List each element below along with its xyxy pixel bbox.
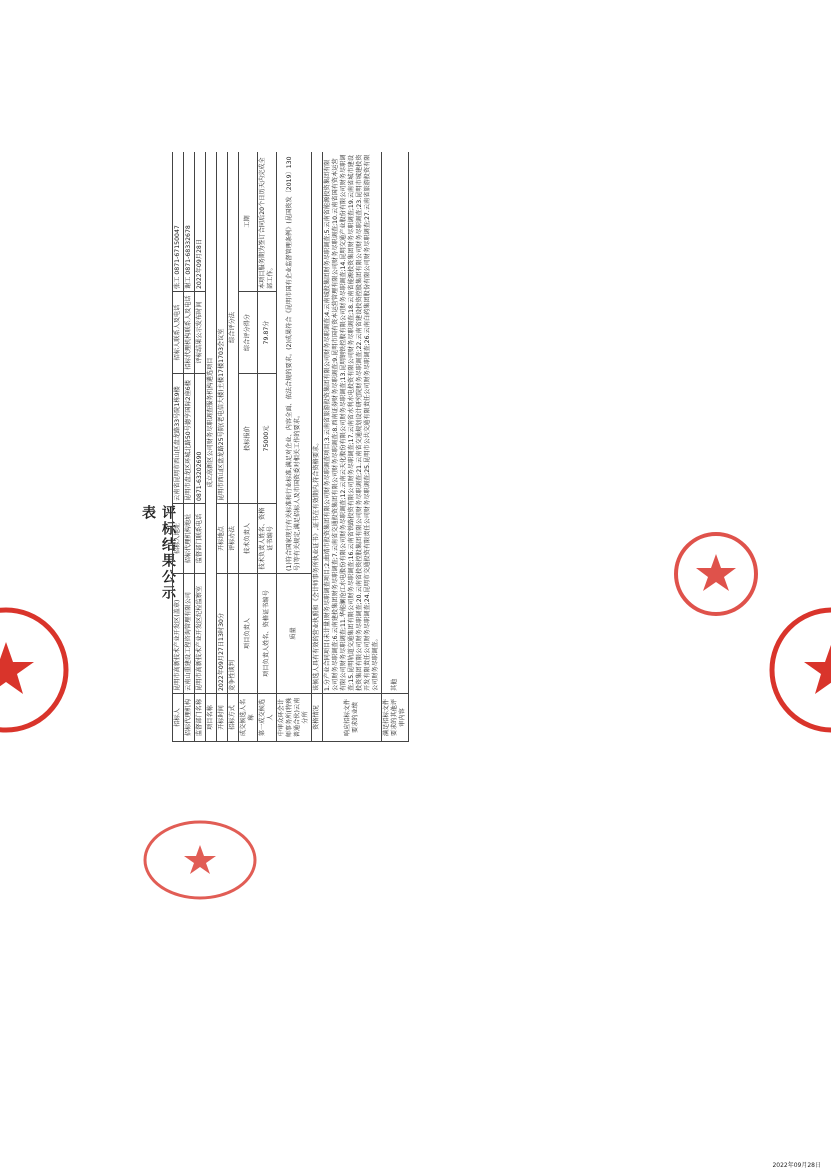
open-time-label: 开标时间	[217, 694, 228, 742]
seal-right	[760, 590, 831, 750]
bidder-label: 招标人	[173, 694, 184, 742]
supervisor-label: 监督部门名称	[195, 694, 206, 742]
page-title: 评标结果公示表	[140, 505, 176, 601]
rank-label: 第一成交候选人	[258, 694, 277, 742]
pm-label: 项目负责人	[239, 574, 258, 694]
seal-left	[0, 590, 80, 750]
eval-method-label: 评标办法	[228, 504, 239, 574]
supervisor-phone-label: 监督部门联系电话	[195, 504, 206, 574]
open-place-label: 开标地点	[217, 504, 228, 574]
perf-label: 响应招标文件要求的业绩	[323, 694, 382, 742]
qual-value: 该候选人具有有效的营业执照和《会计师事务所执业证书》,证书在有效期内,符合资格要求。	[312, 152, 323, 694]
project-label: 项目名称	[206, 694, 217, 742]
score-label: 综合评分得分	[239, 292, 258, 374]
result-table	[172, 152, 812, 742]
agent-contact-label: 招标代理机构联系人及电话	[184, 292, 195, 374]
supervisor-phone-value: 0871-63202690	[195, 374, 206, 504]
quality-label: 质量	[277, 574, 312, 694]
open-time-value: 2022年09月27日13时30分	[217, 574, 228, 694]
agent-label: 招标代理机构	[184, 694, 195, 742]
rotated-table-area	[172, 152, 812, 742]
other-value: 其他	[382, 152, 409, 694]
period-label: 工期	[239, 152, 258, 292]
pm-sub: 项目负责人姓名、资格证书编号	[258, 574, 277, 694]
price-label: 投标报价	[239, 374, 258, 504]
qual-label: 资格情况	[312, 694, 323, 742]
quality-value: (1)符合国家现行有关标准和行业标准,满足对企业、内容全面、依法合规的要求。(2)成果符合《昆明市国有企业监督管理条例》(昆国资发〔2019〕130号)等有关规定,满足招标人及市国资委对相关工作的要求。	[277, 152, 312, 574]
candidate-section-label: 成交候选人名称	[239, 694, 258, 742]
agent-contact-value: 谢工 0871-68332678	[184, 152, 195, 292]
bidder-contact-value: 张工 0871-67150047	[173, 152, 184, 292]
bid-method-value: 竞争性谈判	[228, 574, 239, 694]
candidate-name: 中审众环会计师事务所(特殊普通合伙)云南分所	[277, 694, 312, 742]
bidder-contact-label: 招标人联系人及电话	[173, 292, 184, 374]
footer-date: 2022年09月28日	[772, 1162, 821, 1169]
bid-method-label: 招标方式	[228, 694, 239, 742]
bidder-addr-label: 招标人地址	[173, 504, 184, 574]
other-label: 满足招标文件要求的其他评审内容	[382, 694, 409, 742]
period-value: 本项目服务期为签订合同后20个日历天内完成全部工作。	[258, 152, 277, 292]
perf-value: 1.分产业合同项目(未计量)财务尽职调查项目;2.曲靖市投资集团有限公司财务尽职调查项目;3.云南省旅游投资集团有限公司财务尽职调查;4.云南城投集团财务尽职调查;5.云南省能源投资集团有限公司财务尽职调查;6.云南建投集团财务尽职调查;7.云南省交通投资集团有限公司财务尽职调查;8.西南证券财务尽职调查;9.昆明市国有资本运营管理有限公司财务尽职调查;10.云南省国有资本运营有限公司财务尽职调查;11.华能澜沧江水电股份有限公司财务尽职调查;12.云南云天化股份有限公司财务尽职调查;13.昆明钢铁控股有限公司财务尽职调查;14.昆明交通产业股份有限公司财务尽职调查;15.昆明轨道交通集团有限公司财务尽职调查;16.云南省铁路投资有限公司财务尽职调查;17.云南省水利水电投资有限公司财务尽职调查;18.云南省能源投资集团财务尽职调查;19.云南省城市建设投资集团有限公司财务尽职调查;20.云南省投资控股集团有限公司财务尽职调查;21.云南省交通规划设计研究院财务尽职调查;22.云南省建设投资控股集团有限公司财务尽职调查;23.昆明市城建投资开发有限责任公司财务尽职调查;24.昆明市交通投资有限责任公司财务尽职调查;25.昆明市公共交通有限责任公司财务尽职调查;26.云南白药集团股份有限公司财务尽职调查;27.云南省旅游投资有限公司财务尽职调查。	[323, 152, 382, 694]
publish-time-value: 2022年09月28日	[195, 152, 206, 292]
agent-value: 云南山重建设工程咨询管理有限公司	[184, 574, 195, 694]
bidder-addr-value: 云南省昆明市西山区盘龙路33号院1栋9楼	[173, 374, 184, 504]
open-place-value: 昆明市西山区盘龙路25号院(老电信大楼)主楼17楼1703会议室	[217, 152, 228, 504]
bidder-value: 昆明市高新技术产业开发区(盖章)	[173, 574, 184, 694]
eval-method-value: 综合评分法	[228, 152, 239, 504]
publish-time-label: 评标结果公示发布时间	[195, 292, 206, 374]
tech-sub: 技术负责人姓名、资格证书编号	[258, 504, 277, 574]
score-value: 79.87分	[258, 292, 277, 374]
tech-label: 技术负责人	[239, 504, 258, 574]
seal-center	[672, 530, 760, 618]
price-value: 75000元	[258, 374, 277, 504]
project-value: 成立高新区公司财务尽职调查服务机构遴选项目	[206, 152, 217, 694]
agent-addr-label: 招标代理机构地址	[184, 504, 195, 574]
seal-lower	[140, 815, 260, 905]
supervisor-value: 昆明市高新技术产业开发区纪检监察室	[195, 574, 206, 694]
agent-addr-value: 昆明市盘龙区环城北路50号德亨国际2座6楼	[184, 374, 195, 504]
